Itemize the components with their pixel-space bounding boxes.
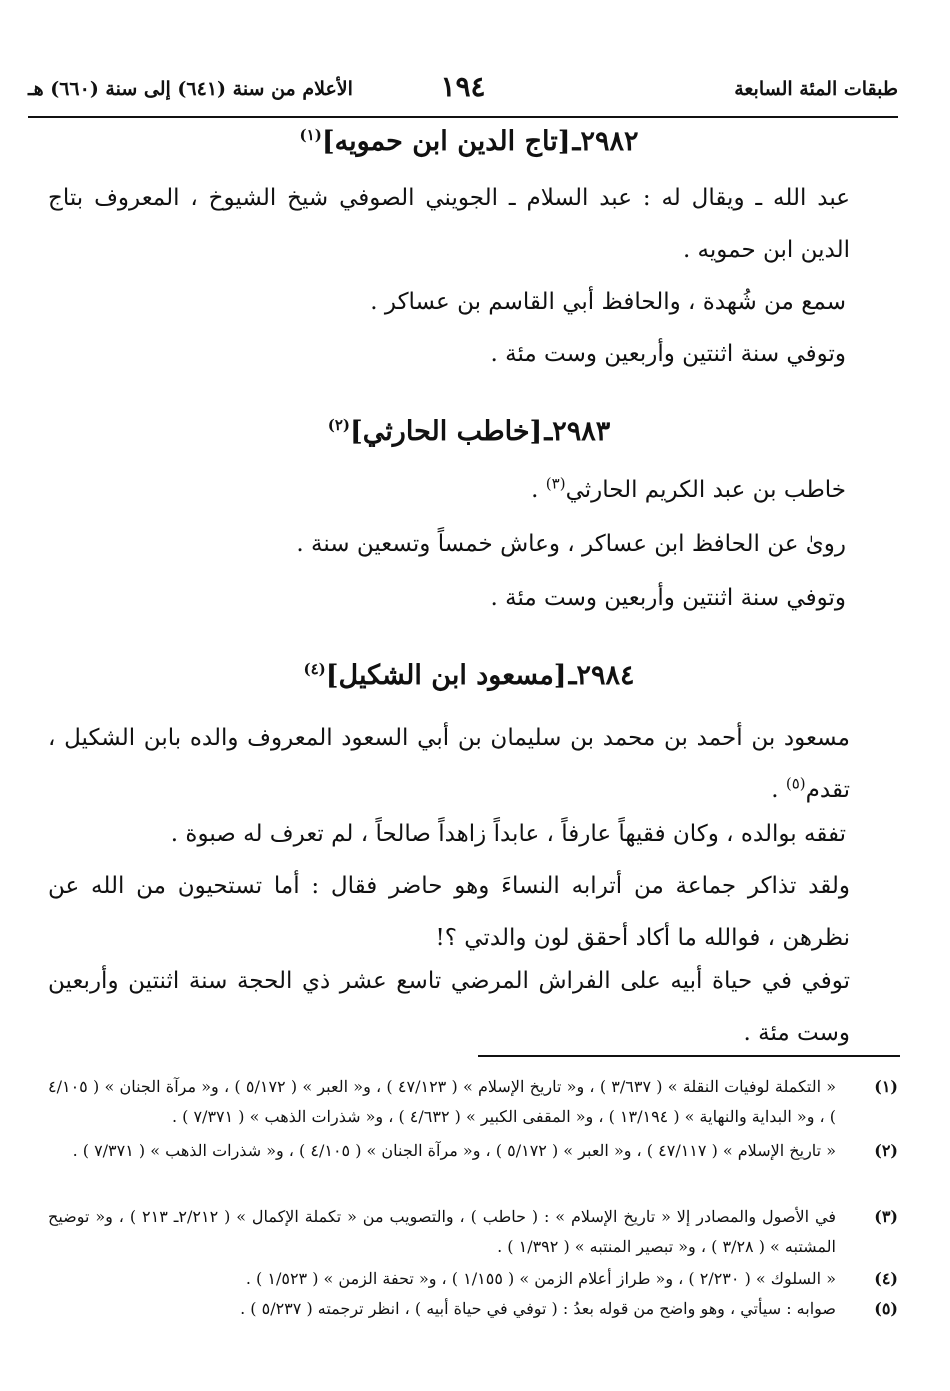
entry-number: ٢٩٨٣ـ [544,416,611,447]
header-range-title: الأعلام من سنة (٦٤١) إلى سنة (٦٦٠) هـ [28,78,353,100]
entry-paragraph [48,464,846,516]
footnote-ref: (٤) [303,660,326,678]
header-section-title: طبقات المئة السابعة [734,78,898,100]
footnote-text: صوابه : سيأتي ، وهو واضح من قوله بعدُ : ( توفي في حياة أبيه ) ، انظر ترجمته ( ٥/٢٣٧ ) . [240,1299,836,1318]
footnote [48,1264,898,1294]
footnote-ref: (٢) [327,416,351,434]
entry-number: ٢٩٨٢ـ [572,126,639,157]
footnote [48,1072,898,1132]
footnote-text: في الأصول والمصادر إلا « تاريخ الإسلام » : ( حاطب ) ، والتصويب من « تكملة الإكمال » ( ٢/٢١٢ـ ٢١٣ ) ، و« توضيح المشتبه » ( ٣/٢٨ ) ، و« تبصير المنتبه » ( ١/٣٩٢ ) . [48,1207,836,1256]
entry-paragraph: تفقه بوالده ، وكان فقيهاً عارفاً ، عابداً زاهداً صالحاً ، لم تعرف له صبوة . [170,821,846,847]
header-rule [28,116,898,118]
entry-text: مسعود بن أحمد بن محمد بن سليمان بن أبي السعود المعروف والده بابن الشكيل ، تقدم [48,725,850,803]
footnote-ref: (١) [299,126,322,144]
entry-paragraph: توفي في حياة أبيه على الفراش المرضي تاسع عشر ذي الحجة سنة اثنتين وأربعين وست مئة . [48,968,850,1046]
footnote-text: « السلوك » ( ٢/٢٣٠ ) ، و« طراز أعلام الزمن » ( ١/١٥٥ ) ، و« تحفة الزمن » ( ١/٥٢٣ ) . [245,1269,836,1288]
footnote [48,1294,898,1324]
footnote-number: (١) [874,1077,898,1096]
entry-name: [خاطب الحارثي] [350,416,543,447]
entry-paragraph: روىٰ عن الحافظ ابن عساكر ، وعاش خمساً وتسعين سنة . [296,531,846,557]
entry-paragraph: وتوفي سنة اثنتين وأربعين وست مئة . [490,341,846,367]
footnote-number: (٥) [874,1299,898,1318]
page-number: ١٩٤ [440,70,486,103]
entry-paragraph: عبد الله ـ ويقال له : عبد السلام ـ الجويني الصوفي شيخ الشيوخ ، المعروف بتاج الدين ابن حمويه . [48,185,850,263]
footnote-number: (٣) [874,1207,898,1226]
footnote [48,1202,898,1262]
footnote-text: « التكملة لوفيات النقلة » ( ٣/٦٣٧ ) ، و« تاريخ الإسلام » ( ٤٧/١٢٣ ) ، و« العبر » ( ٥/١٧٢ ) ، و« مرآة الجنان » ( ٤/١٠٥ ) ، و« البداية والنهاية » ( ١٣/١٩٤ ) ، و« المقفى الكبير » ( ٤/٦٣٢ ) ، و« شذرات الذهب » ( ٧/٣٧١ ) . [48,1077,837,1126]
entry-title [40,416,898,447]
entry-paragraph: ولقد تذاكر جماعة من أترابه النساءَ وهو حاضر فقال : أما تستحيون من الله عن نظرهن ، فوالله ما أكاد أحقق لون والدتي ؟! [48,873,850,951]
entry-title [40,126,898,157]
entry-name: [تاج الدين ابن حمويه] [321,126,571,157]
running-header [28,70,898,110]
entry-name: [مسعود ابن الشكيل] [325,660,567,691]
entry-text: خاطب بن عبد الكريم الحارثي [565,477,846,503]
entry-text: . [531,477,546,503]
entry-number: ٢٩٨٤ـ [568,660,635,691]
entry-title [40,660,898,691]
footnote-number: (٢) [874,1141,898,1160]
footnote-text: « تاريخ الإسلام » ( ٤٧/١١٧ ) ، و« العبر » ( ٥/١٧٢ ) ، و« مرآة الجنان » ( ٤/١٠٥ ) ، و« شذرات الذهب » ( ٧/٣٧١ ) . [72,1141,836,1160]
footnote-rule [478,1055,900,1057]
footnote-number: (٤) [874,1269,898,1288]
entry-paragraph: وتوفي سنة اثنتين وأربعين وست مئة . [490,585,846,611]
footnote [48,1136,898,1166]
footnote-ref: (٣) [545,474,566,493]
entry-paragraph: سمع من شُهدة ، والحافظ أبي القاسم بن عساكر . [370,289,846,315]
entry-text: . [771,777,786,803]
entry-paragraph [48,712,850,816]
footnote-ref: (٥) [785,774,806,793]
